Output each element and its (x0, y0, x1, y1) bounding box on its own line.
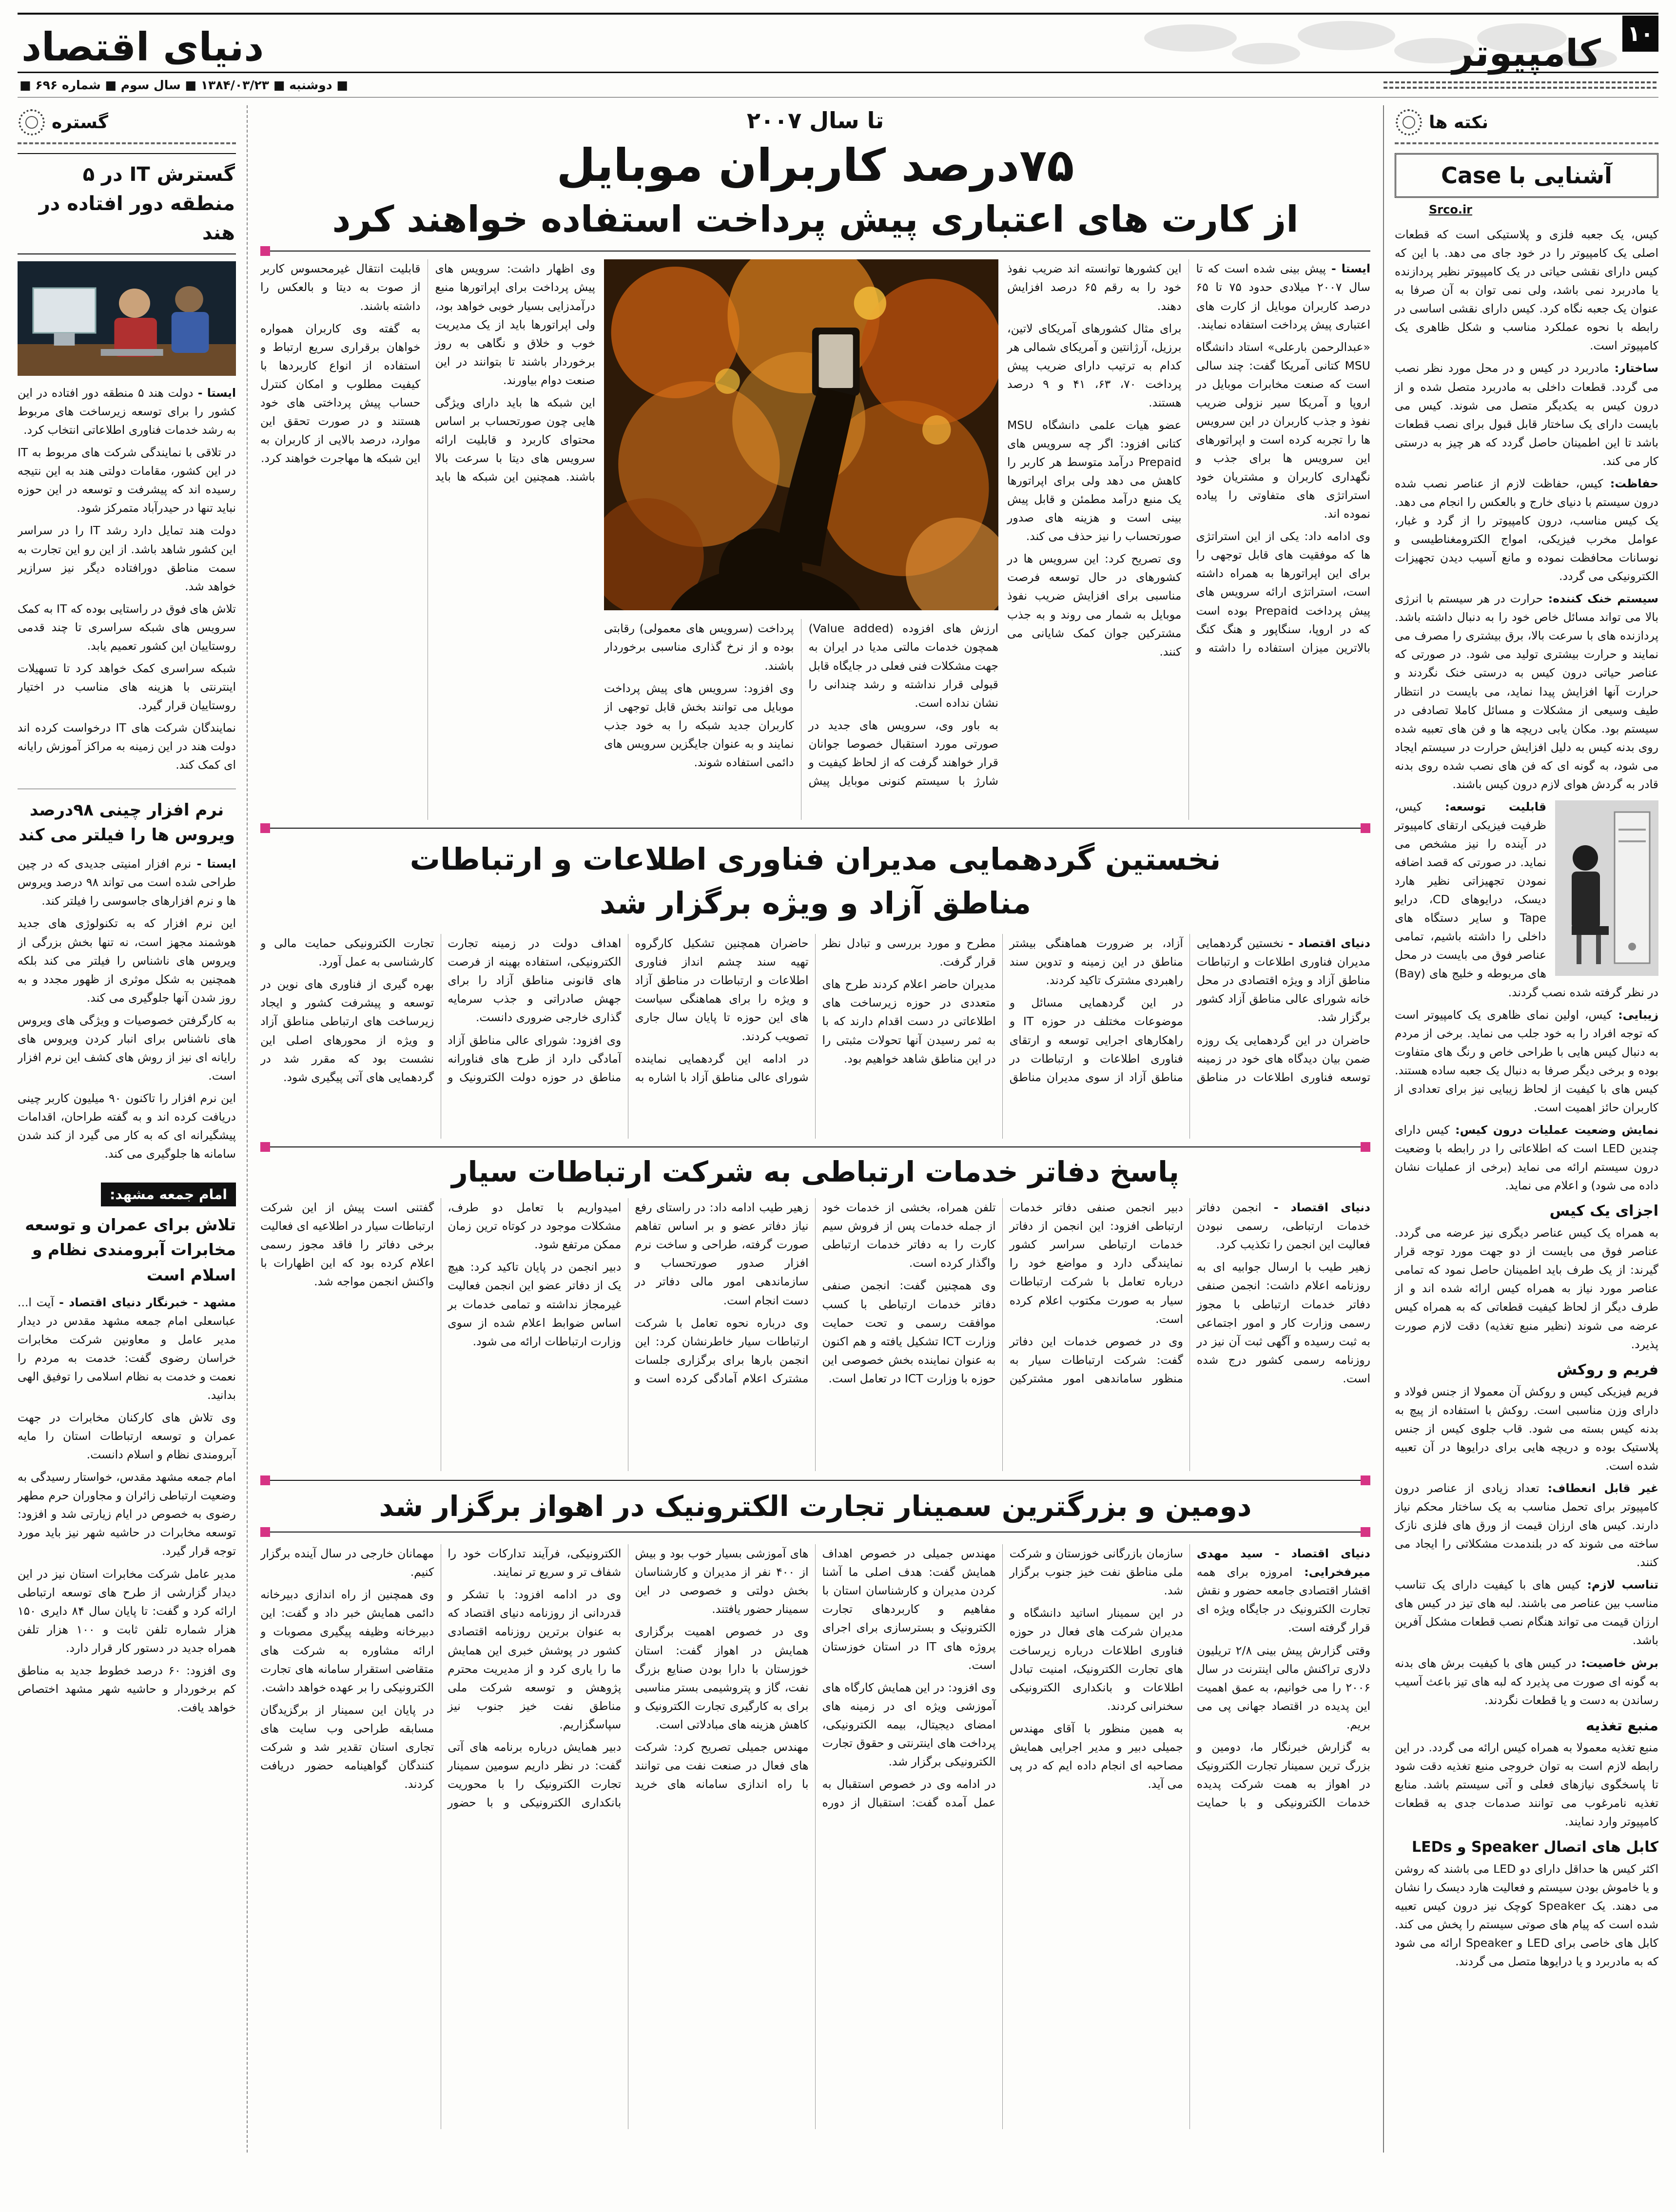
offices-headline: پاسخ دفاتر خدمات ارتباطی به شرکت ارتباطات سیار (451, 1155, 1179, 1189)
paragraph: حاضران همچنین تشکیل کارگروه تهیه سند چشم انداز فناوری اطلاعات و ارتباطات در مناطق آزاد و ویژه را برای هماهنگی سیاست های این حوزه تا پایان سال جاری تصویب کردند. (635, 936, 809, 1043)
paragraph: در این گردهمایی مسائل و موضوعات مختلف در حوزه IT و راهکارهای اجرایی توسعه و ارتقای فناوری اطلاعات و ارتباطات در مناطق آزاد از سوی مدیران مناطق مطرح و مورد بررسی و تبادل نظر قرار گرفت. (822, 936, 1183, 1084)
paragraph: این نرم افزار را تاکنون ۹۰ میلیون کاربر چینی دریافت کرده اند و به گفته طراحان، اقدامات پیشگیرانه ای که به کار می گیرد از کند شدن سامانه ها جلوگیری می کند. (18, 1091, 236, 1161)
accent-square (1361, 1527, 1370, 1537)
paragraph: به گزارش خبرنگار ما، دومین و بزرگ ترین سمینار تجارت الکترونیک در اهواز به همت شرکت پدیده خدمات الکترونیکی و با حمایت سازمان بازرگانی خوزستان و شرکت ملی مناطق نفت خیز جنوب برگزار شد. (1009, 1547, 1370, 1810)
imam-article-label: امام جمعه مشهد: (101, 1183, 236, 1206)
case-article-title-box (1395, 153, 1658, 198)
virus-filter-body (18, 854, 236, 1163)
india-it-photo (18, 261, 236, 376)
subheading: کابل های اتصال Speaker و LEDs (1412, 1839, 1658, 1856)
page-number: ۱۰ (1622, 16, 1658, 52)
paragraph: «عبدالرحمن بارعلی» استاد دانشگاه MSU کتانی آمریکا گفت: چند سالی است که صنعت مخابرات موبایل در اروپا و آمریکا سیر نزولی ضریب نفوذ و جذب کاربران در این سرویس ها را تجربه کرده است و اپراتورهای این سرویس ها برای جذب و نگهداری کاربران و مشتریان خود استراتژی های متفاوتی را پیاده نموده اند. (1196, 340, 1370, 521)
paragraph: نمایش وضعیت عملیات درون کیس: کیس دارای چندین LED است که اطلاعاتی را در رابطه با وضعیت درون سیستم ارائه می نماید (برخی از عملیات نشان داده می شود) و اعلام می نماید. (1395, 1123, 1658, 1193)
paragraph: ارزش های افزوده (Value added) همچون خدمات مالتی مدیا در ایران به جهت مشکلات فنی فعلی در جایگاه قابل قبولی قرار نداشته و رشد چندانی را نشان نداده است. (808, 621, 998, 710)
case-body-top (1395, 225, 1658, 794)
paragraph: این نرم افزار که به تکنولوژی های جدید هوشمند مجهز است، نه تنها بخش بزرگی از ویروس های ناشناس را فیلتر می کند بلکه همچنین به شکل موثری از ظهور مجدد و به روز شدن آنها جلوگیری می کند. (18, 916, 236, 1005)
paragraph: دبیر انجمن در پایان تاکید کرد: هیچ یک از دفاتر عضو این انجمن فعالیت غیرمجاز نداشته و تمامی خدمات بر اساس ضوابط اعلام شده از سوی وزارت ارتباطات ارائه می شود. (448, 1260, 622, 1348)
paragraph: وی همچنین گفت: انجمن صنفی دفاتر خدمات ارتباطی با کسب موافقت رسمی و تحت حمایت وزارت ICT تشکیل یافته و هم اکنون به عنوان نماینده بخش خصوصی این حوزه با وزارت ICT در تعامل است. (822, 1279, 996, 1385)
india-it-body (18, 384, 236, 774)
paragraph: وقتی گزارش پیش بینی ۲/۸ تریلیون دلاری تراکنش مالی اینترنت در سال ۲۰۰۶ را می خوانیم، به عمق اهمیت این پدیده در اقتصاد جهانی پی می بریم. (1196, 1643, 1370, 1731)
paragraph: قابلیت توسعه: کیس، ظرفیت فیزیکی ارتقای کامپیوتر در آینده را نیز مشخص می نماید. در صورتی که قصد اضافه نمودن تجهیزاتی نظیر هارد دیسک، درایوهای CD، درایو Tape و سایر دستگاه های داخلی را داشته باشیم، تمامی عناصر فوق می بایست در محل های مربوطه و خلیج های (Bay) در نظر گرفته شده نصب گردند. (1395, 799, 1658, 999)
it-summit-body (260, 934, 1370, 1139)
paragraph: در این سمینار اساتید دانشگاه و مدیران شرکت های فعال در حوزه فناوری اطلاعات درباره زیرساخت های تجارت الکترونیک، امنیت تبادل اطلاعات و بانکداری الکترونیکی سخنرانی کردند. (1009, 1606, 1183, 1713)
subheading: منبع تغذیه (1586, 1717, 1658, 1734)
accent-square (260, 1527, 270, 1537)
paragraph: دنیای اقتصاد - نخستین گردهمایی مدیران فناوری اطلاعات و ارتباطات مناطق آزاد و ویژه اقتصادی در محل خانه شورای عالی مناطق آزاد کشور برگزار شد. (1196, 936, 1370, 1025)
paragraph: ایستا - پیش بینی شده است که تا سال ۲۰۰۷ میلادی حدود ۷۵ تا ۶۵ درصد کاربران موبایل از کارت های اعتباری پیش پرداخت استفاده نمایند. (1196, 262, 1370, 331)
paragraph: وی افزود: سرویس های پیش پرداخت موبایل می توانند بخش قابل توجهی از کاربران جدید شبکه را به خود جذب نمایند و به عنوان جایگزین سرویس های دائمی استفاده شوند. (604, 681, 794, 769)
middle-column (248, 105, 1383, 2153)
headline-rule (260, 251, 1370, 252)
paragraph: نمایندگان شرکت های IT درخواست کرده اند دولت هند در این زمینه به مراکز آموزش رایانه ای کمک کند. (18, 721, 236, 772)
scope-box-label: گستره (52, 112, 108, 133)
main-headline-line2: از کارت های اعتباری پیش پرداخت استفاده خواهند کرد (332, 198, 1299, 241)
decorative-dashes (1384, 78, 1657, 92)
main-article-columns-left (260, 259, 595, 820)
paragraph: تلاش های فوق در راستایی بوده که IT به کمک سرویس های شبکه سراسری تا چند قدمی روستاییان این کشور تعمیم یابد. (18, 602, 236, 653)
case-article-body (1395, 225, 1658, 1971)
paragraph: منبع تغذیه معمولا به همراه کیس ارائه می گردد. در این رابطه لازم است به توان خروجی منبع تغذیه دقت شود تا پاسخگوی نیازهای فعلی و آتی سیستم باشد. منابع تغذیه نامرغوب می توانند صدمات جدی به قطعات کامپیوتر وارد نمایند. (1395, 1740, 1658, 1828)
accent-square (1361, 1475, 1370, 1485)
subheading: اجزای یک کیس (1549, 1203, 1658, 1220)
paragraph: به کارگرفتن خصوصیات و ویژگی های ویروس های ناشناس برای انبار کردن ویروس های رایانه ای نیز از روش های کشف این نرم افزار است. (18, 1013, 236, 1083)
accent-square (1361, 1142, 1370, 1152)
accent-square (260, 1475, 270, 1485)
paragraph: بهره گیری از فناوری های نوین در توسعه و پیشرفت کشور و ایجاد زیرساخت های ارتباطی مناطق آزاد و ویژه از محورهای اصلی این نشست بود که مقرر شد در گردهمایی های آتی پیگیری شود. (260, 977, 434, 1084)
paragraph: شبکه سراسری کمک خواهد کرد تا تسهیلات اینترنتی با هزینه های مناسب در اختیار روستاییان قرار گیرد. (18, 661, 236, 712)
paragraph: در پایان این سمینار از برگزیدگان مسابقه طراحی وب سایت های تجاری استان تقدیر شد و شرکت کنندگان گواهینامه حضور دریافت کردند. (260, 1703, 434, 1791)
imam-article-body (18, 1293, 236, 1717)
paragraph: فریم فیزیکی کیس و روکش آن معمولا از جنس فولاد و دارای وزن مناسبی است. روکش با استفاده از پیچ به بدنه کیس بسته می شود. قاب جلوی کیس از جنس پلاستیک بوده و دریچه هایی برای درایوها در آن تعبیه شده است. (1395, 1384, 1658, 1473)
paragraph: این شبکه ها باید دارای ویژگی هایی چون صورتحساب بر اساس محتوای کاربرد و قابلیت ارائه سرویس های دیتا با سرعت بالا باشند. همچنین این شبکه ها باید قابلیت انتقال غیرمحسوس کاربر از صوت به دیتا و بالعکس را داشته باشند. (260, 262, 595, 484)
paragraph: زیبایی: کیس، اولین نمای ظاهری یک کامپیوتر است که توجه افراد را به خود جلب می نماید. برخی از مردم به دنبال کیس هایی با طراحی خاص و رنگ های متفاوت بوده و برخی دیگر صرفا به دنبال یک جعبه ساده هستند. کیس های با کیفیت از لحاظ زیبایی نیز برای تعدادی از کاربران حائز اهمیت است. (1395, 1008, 1658, 1114)
top-rule (18, 13, 1658, 15)
paragraph: وی در ادامه افزود: با تشکر و قدردانی از روزنامه دنیای اقتصاد که به عنوان برترین روزنامه اقتصادی کشور در پوشش خبری این همایش ما را یاری کرد و از مدیریت محترم پژوهش و توسعه شرکت ملی مناطق نفت خیز جنوب نیز سپاسگزاریم. (448, 1588, 622, 1731)
paragraph: دنیای اقتصاد - انجمن دفاتر خدمات ارتباطی، رسمی نبودن فعالیت این انجمن را تکذیب کرد. (1196, 1201, 1370, 1252)
paragraph: وی همچنین از راه اندازی دبیرخانه دائمی همایش خبر داد و گفت: این دبیرخانه وظیفه پیگیری مصوبات و ارائه مشاوره به شرکت های متقاضی استقرار سامانه های تجارت الکترونیکی را بر عهده خواهد داشت. (260, 1588, 434, 1694)
paragraph: برش خاصیت: در کیس های با کیفیت برش های بدنه به گونه ای صورت می پذیرد که لبه های تیز باعث آسیب رساندن به دست و یا قطعات نگردند. (1395, 1656, 1658, 1707)
paragraph: وی ادامه داد: یکی از این استراتژی ها که موفقیت های قابل توجهی را برای این اپراتورها به همراه داشته است، استراتژی ارائه سرویس های پیش پرداخت Prepaid بوده است که در اروپا، سنگاپور و هنگ کنگ بالاترین میزان استفاده را داشته و این کشورها توانسته اند ضریب نفوذ خود را به رقم ۶۵ درصد افزایش دهند. (1007, 262, 1370, 655)
main-headline-line1: ۷۵درصد کاربران موبایل (556, 139, 1074, 192)
main-article-columns-center (604, 619, 998, 820)
paragraph: وی تصریح کرد: این سرویس ها در کشورهای در حال توسعه فرصت مناسبی برای افزایش ضریب نفوذ موبایل به شمار می روند و به جذب مشترکین جوان کمک شایانی می کنند. (1007, 552, 1182, 659)
paragraph: وی افزود: شورای عالی مناطق آزاد آمادگی دارد از طرح های فناورانه مناطق در حوزه دولت الکترونیک و تجارت الکترونیکی حمایت مالی و کارشناسی به عمل آورد. (260, 936, 622, 1084)
paragraph: مشهد - خبرنگار دنیای اقتصاد - آیت ا... عباسعلی امام جمعه مشهد مقدس در دیدار مدیر عامل و معاونین شرکت مخابرات خراسان رضوی گفت: خدمت به مردم را نعمت و خدمت به نظام اسلامی را توفیق الهی بدانید. (18, 1295, 236, 1402)
offices-body (260, 1198, 1370, 1471)
main-article-center (595, 259, 1007, 820)
paragraph: ایستا - دولت هند ۵ منطقه دور افتاده در این کشور را برای توسعه زیرساخت های مربوط به رشد خدمات فناوری اطلاعاتی انتخاب کرد. (18, 386, 236, 437)
rosette-ornament-icon (19, 109, 45, 136)
paragraph: ایستا - نرم افزار امنیتی جدیدی که در چین طراحی شده است می تواند ۹۸ درصد ویروس ها و نرم افزارهای جاسوسی را فیلتر کند. (18, 857, 236, 908)
paragraph: کیس، یک جعبه فلزی و پلاستیکی است که قطعات اصلی یک کامپیوتر را در خود جای می دهد. با این که کیس دارای نقشی حیاتی در یک کامپیوتر نظیر پردازنده یا مادربرد نمی باشد، ولی نمی توان به آن صرفا به عنوان یک جعبه نگاه کرد. کیس دارای نقشی اساسی در رابطه با نحوه عملکرد مناسب و شکل ظاهری یک کامپیوتر است. (1395, 228, 1658, 353)
it-summit-headline-line2: مناطق آزاد و ویژه برگزار شد (600, 885, 1031, 921)
page-content (18, 105, 1658, 2153)
paragraph: دنیای اقتصاد - سید مهدی میرفخرایی: امروزه برای همه اقشار اقتصادی جامعه حضور و نقش تجارت الکترونیک در جایگاه ویژه ای قرار گرفته است. (1196, 1547, 1370, 1635)
paragraph: در ادامه وی در خصوص استقبال به عمل آمده گفت: استقبال از دوره های آموزشی بسیار خوب بود و بیش از ۴۰۰ نفر از مدیران و کارشناسان بخش دولتی و خصوصی در این سمینار حضور یافتند. (635, 1547, 996, 1810)
paragraph: وی افزود: در این همایش کارگاه های آموزشی ویژه ای در زمینه های امضای دیجیتال، بیمه الکترونیکی، پرداخت های اینترنتی و حقوق تجارت الکترونیکی برگزار شد. (822, 1680, 996, 1768)
computer-case-photo (1555, 800, 1658, 976)
it-summit-headline-line1: نخستین گردهمایی مدیران فناوری اطلاعات و ارتباطات (409, 841, 1221, 877)
scope-column-header (18, 105, 236, 144)
it-summit-headline (260, 837, 1370, 925)
paragraph: گفتنی است پیش از این شرکت ارتباطات سیار در اطلاعیه ای فعالیت برخی دفاتر را فاقد مجوز رسمی اعلام کرده بود که این اظهارات با واکنش انجمن مواجه شد. (260, 1201, 434, 1289)
paragraph: عضو هیات علمی دانشگاه MSU کتانی افزود: اگر چه سرویس های Prepaid درآمد متوسط هر کاربر را کاهش می دهد ولی برای اپراتورها یک منبع درآمد مطمئن و قابل پیش بینی است و هزینه های صدور صورتحساب را نیز حذف می کند. (1007, 418, 1182, 543)
paragraph: وی درباره نحوه تعامل با شرکت ارتباطات سیار خاطرنشان کرد: این انجمن بارها برای برگزاری جلسات مشترک اعلام آمادگی کرده است و امیدواریم با تعامل دو طرف، مشکلات موجود در کوتاه ترین زمان ممکن مرتفع شود. (448, 1201, 809, 1385)
paragraph: سیستم خنک کننده: حرارت در هر سیستم با انرژی بالا می تواند مسائل خاص خود را به دنبال داشته باشد. پردازنده های با سرعت بالا، برق بیشتری را مصرف می نمایند و حرارت بیشتری تولید می شود. در صورتی که عناصر حیاتی درون کیس به درستی خنک نگردند و حرارت آنها افزایش پیدا نماید، می بایست در انتظار طیف وسیعی از مشکلات و مسائل کاملا تصادفی در سیستم بود. مکان یابی دریچه ها و فن های تعبیه شده روی بدنه کیس به دلیل افزایش حرارت در سیستم ایجاد می شود، به گونه ای که فن های نصب شده روی بدنه قادر به گردش هوای لازم درون کیس باشند. (1395, 592, 1658, 791)
paragraph: در ادامه این گردهمایی نماینده شورای عالی مناطق آزاد با اشاره به اهداف دولت در زمینه تجارت الکترونیکی، استفاده بهینه از فرصت های قانونی مناطق آزاد را برای جهش صادراتی و جذب سرمایه گذاری خارجی ضروری دانست. (448, 936, 809, 1084)
article-divider-rule (260, 1146, 1370, 1147)
case-article-source: Srco.ir (1429, 203, 1473, 216)
ecommerce-body (260, 1544, 1370, 2129)
paragraph: دبیر انجمن صنفی دفاتر خدمات ارتباطی افزود: این انجمن از دفاتر خدمات ارتباطی سراسر کشور نمایندگی دارد و مواضع خود را درباره تعامل با شرکت ارتباطات سیار به صورت مکتوب اعلام کرده است. (1009, 1201, 1183, 1326)
paragraph: در تلاقی با نمایندگی شرکت های مربوط به IT در این کشور، مقامات دولتی هند به این نتیجه رسیده اند که پیشرفت و توسعه در این حوزه نباید تنها در حیدرآباد متمرکز شود. (18, 446, 236, 515)
mobile-user-photo (604, 259, 998, 610)
ecommerce-headline: دومین و بزرگترین سمینار تجارت الکترونیک در اهواز برگزار شد (379, 1490, 1252, 1523)
paragraph: به باور وی، سرویس های جدید در صورتی مورد استقبال خصوصا جوانان قرار خواهند گرفت که از لحاظ کیفیت و شارژ با سیستم کنونی موبایل پیش پرداخت (سرویس های معمولی) رقابتی بوده و از نرخ گذاری مناسبی برخوردار باشند. (604, 621, 998, 788)
paragraph: مدیر عامل شرکت مخابرات استان نیز در این دیدار گزارشی از طرح های توسعه ارتباطی ارائه کرد و گفت: تا پایان سال ۸۴ دایری ۱۵۰ هزار شماره تلفن ثابت و ۱۰۰ هزار تلفن همراه جدید در دستور کار قرار دارد. (18, 1567, 236, 1655)
section-title: کامپیوتر (1452, 31, 1601, 75)
main-article-body (260, 259, 1370, 820)
paragraph: برای مثال کشورهای آمریکای لاتین، برزیل، آرژانتین و آمریکای شمالی هر کدام به ترتیب دارای ضریب پیش پرداخت ۷۰، ۶۳، ۴۱ و ۹ درصد هستند. (1007, 321, 1182, 409)
paragraph: وی در خصوص خدمات این دفاتر گفت: شرکت ارتباطات سیار به منظور ساماندهی امور مشترکین تلفن همراه، بخشی از خدمات خود از جمله خدمات پس از فروش سیم کارت را به دفاتر خدمات ارتباطی واگذار کرده است. (822, 1201, 1183, 1385)
case-body-photo-wrap (1395, 797, 1658, 1117)
paragraph: زهیر طیب ادامه داد: در راستای رفع نیاز دفاتر عضو و بر اساس تفاهم صورت گرفته، طراحی و ساخت نرم افزار صدور صورتحساب و سازماندهی امور مالی دفاتر در دست انجام است. (635, 1201, 809, 1307)
paragraph: مهندس جمیلی تصریح کرد: شرکت های فعال در صنعت نفت می توانند با راه اندازی سامانه های خرید الکترونیکی، فرآیند تدارکات خود را شفاف تر و سریع تر نمایند. (448, 1547, 809, 1791)
notes-box-label: نکته ها (1429, 112, 1488, 133)
dateline: ■ دوشنبه ■ ۱۳۸۴/۰۳/۲۳ ■ سال سوم ■ شماره ۶۹۶ ■ (19, 78, 348, 92)
paragraph: وی در خصوص اهمیت برگزاری همایش در اهواز گفت: استان خوزستان با دارا بودن صنایع بزرگ نفت، گاز و پتروشیمی بستر مناسبی برای به کارگیری تجارت الکترونیک و کاهش هزینه های مبادلاتی است. (635, 1625, 809, 1731)
paragraph: تناسب لازم: کیس های با کیفیت دارای یک تناسب مناسب بین عناصر می باشند. لبه های تیز در کیس های ارزان قیمت می تواند هنگام نصب قطعات مشکل آفرین باشد. (1395, 1578, 1658, 1648)
paragraph: اکثر کیس ها حداقل دارای دو LED می باشند که روشن و یا خاموش بودن سیستم و فعالیت هارد دیسک را نشان می دهند. یک Speaker کوچک نیز درون کیس تعبیه شده است که پیام های صوتی سیستم را پخش می کند. کابل های خاصی برای LED و Speaker ارائه می شود که به مادربرد و یا درایوها متصل می گردند. (1395, 1862, 1658, 1969)
subheading: فریم و روکش (1557, 1361, 1658, 1378)
case-article-title: آشنایی با Case (1441, 162, 1612, 189)
masthead (18, 13, 1658, 97)
paragraph: دولت هند تمایل دارد رشد IT را در سراسر این کشور شاهد باشد. از این رو این تجارت به سمت مناطق دورافتاده دیگر نیز سرازیر خواهد شد. (18, 524, 236, 593)
accent-square (260, 1142, 270, 1152)
scope-column (18, 105, 248, 2153)
india-it-title: گسترش IT در ۵ منطقه دور افتاده در هند (18, 153, 236, 254)
paragraph: حفاظت: کیس، حفاظت لازم از عناصر نصب شده درون سیستم با دنیای خارج و بالعکس را انجام می دهد. یک کیس مناسب، درون کامپیوتر را از گرد و غبار، عوامل مخرب فیزیکی، امواج الکترومغناطیسی و نوسانات محافظت نموده و مانع آسیب دیدن تجهیزات الکترونیکی می گردد. (1395, 476, 1658, 583)
accent-square (260, 246, 270, 256)
accent-square (260, 823, 270, 833)
paragraph: امام جمعه مشهد مقدس، خواستار رسیدگی به وضعیت ارتباطی زائران و مجاوران حرم مطهر رضوی به خصوص در ایام زیارتی شد و افزود: توسعه مخابرات در حاشیه شهر نیز باید مورد توجه قرار گیرد. (18, 1470, 236, 1558)
paragraph: حاضران در این گردهمایی یک روزه ضمن بیان دیدگاه های خود در زمینه توسعه فناوری اطلاعات در مناطق آزاد، بر ضرورت هماهنگی بیشتر مناطق در این زمینه و تدوین سند راهبردی مشترک تاکید کردند. (1009, 936, 1370, 1084)
paragraph: وی افزود: ۶۰ درصد خطوط جدید به مناطق کم برخوردار و حاشیه شهر مشهد اختصاص خواهد یافت. (18, 1663, 236, 1714)
main-article-columns-right (1007, 259, 1370, 820)
paragraph: وی تلاش های کارکنان مخابرات در جهت عمران و توسعه ارتباطات استان را مایه آبرومندی نظام و اسلام دانست. (18, 1411, 236, 1462)
accent-square (1361, 823, 1370, 833)
case-body-bottom (1395, 1121, 1658, 1971)
newspaper-logo: دنیای اقتصاد (21, 24, 264, 70)
paragraph: مهندس جمیلی در خصوص اهداف همایش گفت: هدف اصلی ما آشنا کردن مدیران و کارشناسان استان با مفاهیم و کاربردهای تجارت الکترونیک و بسترسازی برای اجرای پروژه های IT در استان خوزستان است. (822, 1547, 996, 1672)
virus-filter-title: نرم افزار چینی ۹۸درصد ویروس ها را فیلتر می کند (18, 789, 236, 848)
imam-article-title: تلاش برای عمران و توسعه مخابرات آبرومندی نظام و اسلام است (25, 1215, 236, 1284)
notes-column (1383, 105, 1658, 2153)
paragraph: وی اظهار داشت: سرویس های پیش پرداخت برای اپراتورها منبع درآمدزایی بسیار خوبی خواهد بود، ولی اپراتورها باید از یک مدیریت خوب و خلاق و نگاهی به روز برخوردار باشند تا بتوانند در این صنعت دوام بیاورند. (435, 262, 595, 387)
paragraph: زهیر طیب با ارسال جوابیه ای به روزنامه اعلام داشت: انجمن صنفی دفاتر خدمات ارتباطی با مجوز رسمی وزارت کار و امور اجتماعی به ثبت رسیده و آگهی ثبت آن نیز در روزنامه رسمی کشور درج شده است. (1196, 1260, 1370, 1385)
main-headline-kicker: تا سال ۲۰۰۷ (746, 107, 884, 134)
ecommerce-headline-box (260, 1480, 1370, 1533)
paragraph: ساختار: مادربرد در کیس و در محل مورد نظر نصب می گردد. قطعات داخلی به مادربرد متصل شده و از درون کیس به یکدیگر متصل می شوند. کیس می بایست دارای یک ساختار قابل قبول برای نصب قطعات باشد تا این اطمینان حاصل گردد که هر چیز به درستی کار می کند. (1395, 361, 1658, 468)
paragraph: دبیر همایش درباره برنامه های آتی گفت: در نظر داریم سومین سمینار تجارت الکترونیک را با محوریت بانکداری الکترونیکی و با حضور مهمانان خارجی در سال آینده برگزار کنیم. (260, 1547, 622, 1810)
paragraph: مدیران حاضر اعلام کردند طرح های متعددی در حوزه زیرساخت های اطلاعاتی در دست اقدام دارند که با به ثمر رسیدن آنها تحولات مثبتی را در این مناطق شاهد خواهیم بود. (822, 977, 996, 1066)
paragraph: غیر قابل انعطاف: تعداد زیادی از عناصر درون کامپیوتر برای تحمل مناسب به یک ساختار محکم نیاز دارند. کیس های ارزان قیمت از ورق های فلزی نازک ساخته می شوند که در بلندمدت مشکلاتی را ایجاد می کنند. (1395, 1481, 1658, 1570)
article-divider-rule (260, 828, 1370, 829)
rosette-ornament-icon (1396, 109, 1422, 136)
paragraph: به گفته وی کاربران همواره خواهان برقراری سریع ارتباط و استفاده از انواع کاربردها با کیفیت مطلوب و امکان کنترل حساب پیش پرداختی های خود هستند و در صورت تحقق این موارد، درصد بالایی از کاربران به این شبکه ها مهاجرت خواهند کرد. (260, 321, 421, 466)
paragraph: به همین منظور با آقای مهندس جمیلی دبیر و مدیر اجرایی همایش مصاحبه ای انجام داده ایم که در پی می آید. (1009, 1721, 1183, 1791)
notes-column-header (1395, 105, 1658, 144)
paragraph: به همراه یک کیس عناصر دیگری نیز عرضه می گردد. عناصر فوق می بایست از دو جهت مورد توجه قرار گیرند: از یک طرف باید اطمینان حاصل نمود که تمامی عناصر مورد نیاز به همراه کیس ارائه شده اند و از طرف دیگر از لحاظ کیفیت قطعاتی که به همراه کیس عرضه می شوند (نظیر منبع تغذیه) دقت لازم صورت پذیرد. (1395, 1226, 1658, 1351)
